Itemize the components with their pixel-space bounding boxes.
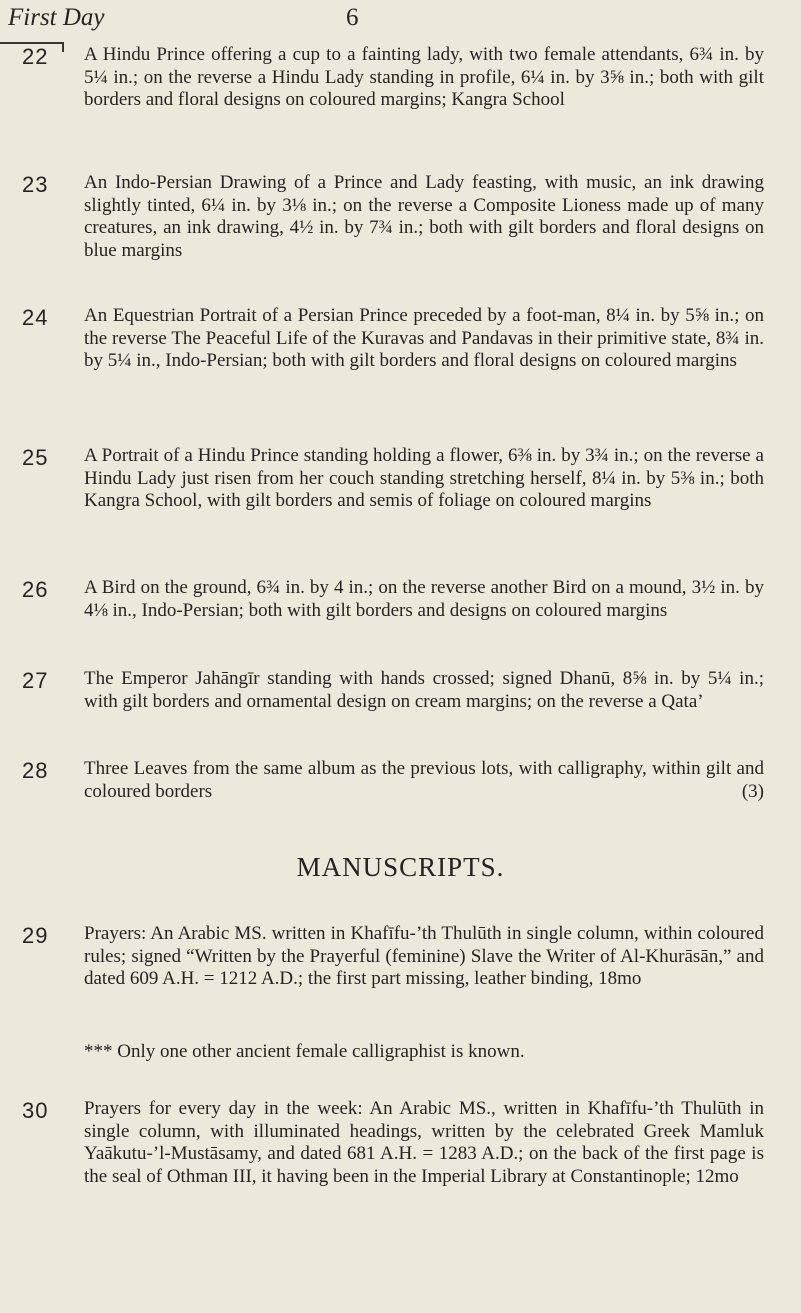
lot-number: 29 bbox=[22, 923, 49, 948]
lot-description: Prayers for every day in the week: An Arabic MS., written in Khafīfu-’th Thulūth in single column, with illuminated headings, written by the celebrated Greek Mamluk Yaākutu-’l-Mustāsamy, and dated 681 A.H. = 1283 A.D.; on the back of the first page is the seal of Othman III, it having been in the Imperial Library at Constantinople; 12mo bbox=[84, 1098, 764, 1187]
lot-quantity: (3) bbox=[741, 780, 764, 802]
lot-description: An Equestrian Portrait of a Persian Prince preceded by a foot-man, 8¼ in. by 5⅝ in.; on the reverse The Peaceful Life of the Kuravas and Pandavas in their primitive state, 8¾ in. by 5¼ in., Indo-Persian; both with gilt borders and floral designs on coloured margins bbox=[84, 305, 764, 371]
page-number: 6 bbox=[346, 4, 359, 31]
lot-number: 30 bbox=[22, 1098, 49, 1123]
lot-number: 23 bbox=[22, 172, 49, 197]
lot-description: Prayers: An Arabic MS. written in Khafīfu-’th Thulūth in single column, within coloured rules; signed “Written by the Prayerful (feminine) Slave the Writer of Al-Khurāsān,” and dated 609 A.H. = 1212 A.D.; the first part missing, leather binding, 18mo bbox=[84, 923, 764, 989]
lot-description: The Emperor Jahāngīr standing with hands crossed; signed Dhanū, 8⅝ in. by 5¼ in.; with gilt borders and ornamental design on cream margins; on the reverse a Qata’ bbox=[84, 668, 764, 712]
lot-description bbox=[84, 758, 764, 803]
lot-description: A Portrait of a Hindu Prince standing holding a flower, 6⅜ in. by 3¾ in.; on the reverse a Hindu Lady just risen from her couch standing stretching herself, 8¼ in. by 5⅜ in.; both Kangra School, with gilt borders and semis of foliage on coloured margins bbox=[84, 445, 764, 511]
lot-number: 25 bbox=[22, 445, 49, 470]
section-heading: MANUSCRIPTS. bbox=[296, 852, 505, 882]
lot-description: A Bird on the ground, 6¾ in. by 4 in.; on the reverse another Bird on a mound, 3½ in. by 4⅛ in., Indo-Persian; both with gilt borders and designs on coloured margins bbox=[84, 577, 764, 621]
lot-number: 24 bbox=[22, 305, 49, 330]
page-title: First Day bbox=[8, 4, 105, 31]
lot-number: 28 bbox=[22, 758, 49, 783]
lot-number: 27 bbox=[22, 668, 49, 693]
lot-description-text: Three Leaves from the same album as the previous lots, with calligraphy, within gilt and coloured borders bbox=[84, 758, 764, 802]
lot-footnote: *** Only one other ancient female calligraphist is known. bbox=[84, 1041, 525, 1062]
page-header bbox=[8, 4, 768, 44]
lot-number: 26 bbox=[22, 577, 49, 602]
lot-description: An Indo-Persian Drawing of a Prince and Lady feasting, with music, an ink drawing slightly tinted, 6¼ in. by 3⅛ in.; on the reverse a Composite Lioness made up of many creatures, an ink drawing, 4½ in. by 7¾ in.; both with gilt borders and floral designs on blue margins bbox=[84, 172, 764, 261]
lot-number: 22 bbox=[22, 44, 49, 69]
lot-description: A Hindu Prince offering a cup to a fainting lady, with two female attendants, 6¾ in. by 5¼ in.; on the reverse a Hindu Lady standing in profile, 6¼ in. by 3⅝ in.; both with gilt borders and floral designs on coloured margins; Kangra School bbox=[84, 44, 764, 110]
